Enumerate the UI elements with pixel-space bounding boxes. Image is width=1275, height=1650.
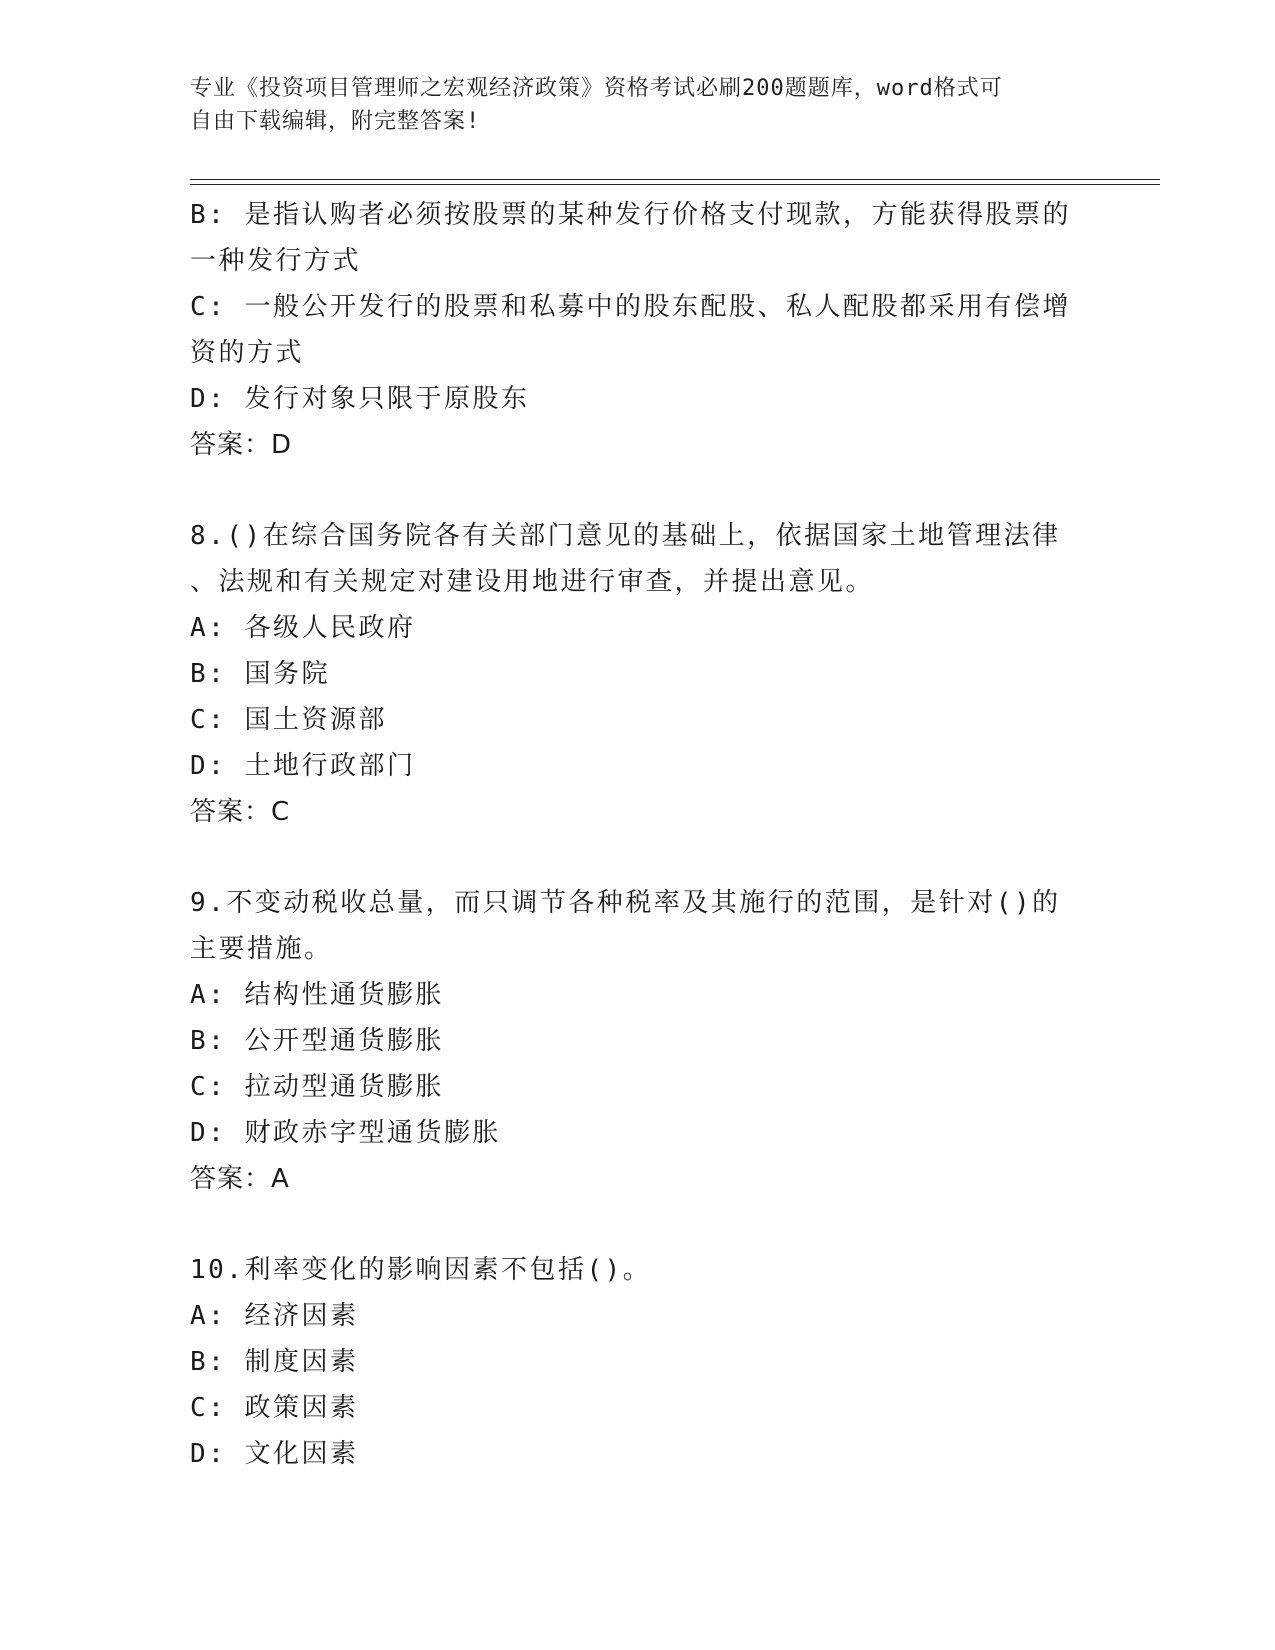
q9-stem-line2: 主要措施。: [190, 934, 333, 964]
q10-option-b: B: 制度因素: [190, 1347, 359, 1377]
spacer: [190, 468, 1090, 513]
q9-option-d: D: 财政赤字型通货膨胀: [190, 1118, 501, 1148]
q9-option-b: B: 公开型通货膨胀: [190, 1026, 444, 1056]
document-header: [190, 72, 1070, 138]
q10-stem-line1: 10.利率变化的影响因素不包括()。: [190, 1255, 652, 1285]
header-title-line2: 自由下载编辑，附完整答案!: [190, 109, 481, 134]
q10-option-a: A: 经济因素: [190, 1301, 359, 1331]
q7-option-d: D: 发行对象只限于原股东: [190, 384, 530, 414]
q8-option-c: C: 国土资源部: [190, 705, 387, 735]
header-divider-top: [190, 179, 1160, 180]
q9-stem-line1: 9.不变动税收总量，而只调节各种税率及其施行的范围，是针对()的: [190, 888, 1061, 918]
q10-option-d: D: 文化因素: [190, 1439, 359, 1469]
spacer: [190, 835, 1090, 880]
q8-stem-line1: 8.()在综合国务院各有关部门意见的基础上，依据国家土地管理法律: [190, 521, 1061, 551]
question-9: [190, 880, 1090, 1202]
q8-option-a: A: 各级人民政府: [190, 613, 416, 643]
q7-option-b-line1: B: 是指认购者必须按股票的某种发行价格支付现款，方能获得股票的: [190, 200, 1071, 230]
q8-option-b: B: 国务院: [190, 659, 330, 689]
q7-option-c-line2: 资的方式: [190, 338, 305, 368]
q7-option-c-line1: C: 一般公开发行的股票和私募中的股东配股、私人配股都采用有偿增: [190, 292, 1071, 322]
question-8: [190, 513, 1090, 835]
question-7-tail: [190, 192, 1090, 468]
q9-option-a: A: 结构性通货膨胀: [190, 980, 444, 1010]
q9-option-c: C: 拉动型通货膨胀: [190, 1072, 444, 1102]
q10-option-c: C: 政策因素: [190, 1393, 359, 1423]
q9-answer: 答案：A: [190, 1164, 290, 1194]
q8-stem-line2: 、法规和有关规定对建设用地进行审查，并提出意见。: [190, 567, 875, 597]
q8-option-d: D: 土地行政部门: [190, 751, 416, 781]
header-title-line1: 专业《投资项目管理师之宏观经济政策》资格考试必刷200题题库，word格式可: [190, 76, 1003, 101]
spacer: [190, 1202, 1090, 1247]
header-divider-bottom: [190, 184, 1160, 185]
question-10: [190, 1247, 1090, 1477]
q7-option-b-line2: 一种发行方式: [190, 246, 362, 276]
question-content: [190, 192, 1090, 1477]
q8-answer: 答案：C: [190, 797, 291, 827]
q7-answer: 答案：D: [190, 430, 293, 460]
